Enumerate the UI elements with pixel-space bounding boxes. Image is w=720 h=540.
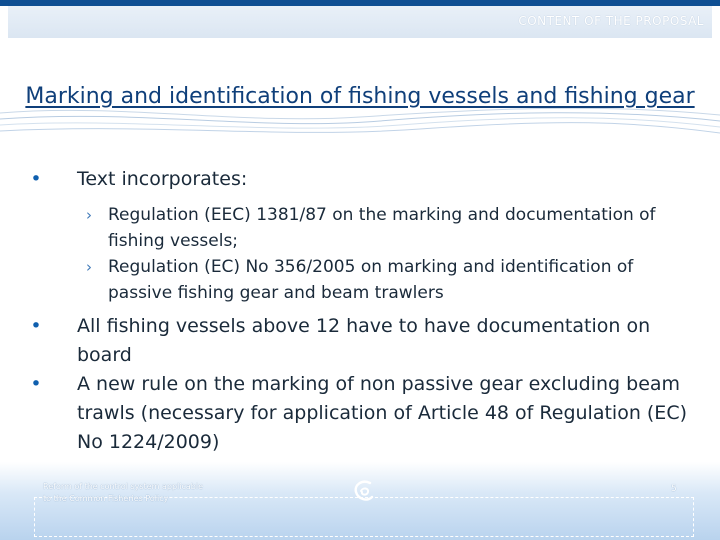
section-label: CONTENT OF THE PROPOSAL	[518, 14, 704, 28]
sub-item	[86, 254, 686, 306]
bullet-text: A new rule on the marking of non passive gear excluding beam trawls (necessary for application of Article 48 of Regulation (EC) No 1224/2009)	[77, 373, 687, 453]
eu-logo-icon	[350, 477, 378, 505]
bullet-item	[30, 166, 700, 192]
bullet-dot-icon: •	[30, 168, 42, 190]
bullet-dot-icon: •	[30, 373, 42, 395]
sub-item-text: Regulation (EEC) 1381/87 on the marking and documentation of fishing vessels;	[108, 205, 656, 251]
page-number: 5	[671, 484, 677, 494]
chevron-right-icon: ›	[86, 206, 92, 224]
slide-title: Marking and identification of fishing vessels and fishing gear	[25, 84, 695, 109]
bullet-dot-icon: •	[30, 315, 42, 337]
bullet-text: Text incorporates:	[77, 168, 248, 190]
chevron-right-icon: ›	[86, 258, 92, 276]
footer-caption-line: Reform of the control system applicable	[43, 482, 204, 491]
bullet-text: All fishing vessels above 12 have to have documentation on board	[77, 315, 651, 366]
sub-list	[86, 202, 686, 306]
sub-item	[86, 202, 686, 254]
bullet-item	[30, 312, 700, 370]
sub-item-text: Regulation (EC) No 356/2005 on marking and identification of passive fishing gear and beam trawlers	[108, 257, 634, 303]
footer-caption	[43, 481, 263, 505]
content-area	[30, 166, 700, 457]
bullet-item	[30, 370, 700, 457]
footer-caption-line: to the Common Fisheries Policy	[43, 494, 169, 503]
